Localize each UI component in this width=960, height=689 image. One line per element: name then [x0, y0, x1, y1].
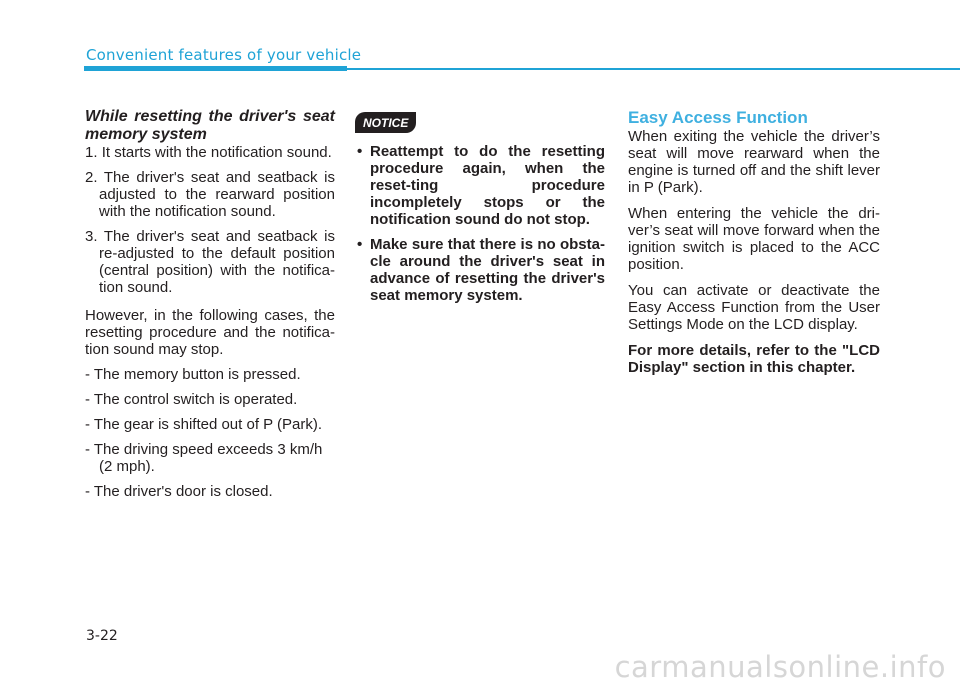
page-number: 3-22 [86, 628, 118, 644]
item-text: The driver's seat and seatback is adjusted to the rearward position with the notification sound. [99, 169, 335, 220]
numbered-item [85, 228, 335, 296]
body-paragraph: However, in the following cases, the resetting procedure and the notifica-tion sound may stop. [85, 307, 335, 358]
dash-list-item: - The driving speed exceeds 3 km/h (2 mph). [85, 441, 323, 475]
bullet-text: Reattempt to do the resetting procedure again, when the reset-ting procedure incompletely stops or the notification sound do not stop. [370, 143, 605, 228]
watermark: carmanualsonline.info [614, 650, 946, 684]
notice-badge: NOTICE [355, 112, 416, 133]
dash-list-item: - The gear is shifted out of P (Park). [85, 416, 323, 433]
bullet-icon: • [357, 143, 363, 160]
header-accent-bar [84, 66, 347, 71]
numbered-item [85, 169, 335, 220]
header-rule [347, 68, 960, 70]
notice-bullet [355, 236, 605, 304]
body-paragraph: You can activate or deactivate the Easy Access Function from the User Settings Mode on the LCD display. [628, 282, 880, 333]
bullet-text: Make sure that there is no obsta-cle around the driver's seat in advance of resetting the driver's seat memory system. [370, 236, 605, 304]
numbered-item [85, 144, 335, 161]
notice-bullet [355, 143, 605, 228]
right-column [628, 108, 880, 385]
section-heading: Easy Access Function [628, 108, 808, 127]
dash-list-item: - The driver's door is closed. [85, 483, 273, 500]
item-text: It starts with the notification sound. [101, 144, 332, 161]
dash-list-item: - The control switch is operated. [85, 391, 298, 408]
bullet-icon: • [357, 236, 363, 253]
item-number: 2. [85, 169, 98, 186]
item-number: 3. [85, 228, 98, 245]
dash-list-item: - The memory button is pressed. [85, 366, 301, 383]
body-paragraph: When exiting the vehicle the driver’s seat will move rearward when the engine is turned off and the shift lever in P (Park). [628, 128, 880, 196]
subsection-heading: While resetting the driver's seat memory system [85, 108, 335, 143]
body-paragraph: When entering the vehicle the dri-ver’s seat will move forward when the ignition switch is placed to the ACC position. [628, 205, 880, 273]
notice-bullet-list [355, 143, 605, 304]
middle-column [355, 108, 605, 312]
item-number: 1. [85, 144, 98, 161]
left-column [85, 108, 335, 508]
page-section-title: Convenient features of your vehicle [86, 46, 362, 64]
reference-note: For more details, refer to the "LCD Display" section in this chapter. [628, 342, 880, 376]
item-text: The driver's seat and seatback is re-adjusted to the default position (central position) with the notifica-tion sound. [99, 228, 335, 296]
